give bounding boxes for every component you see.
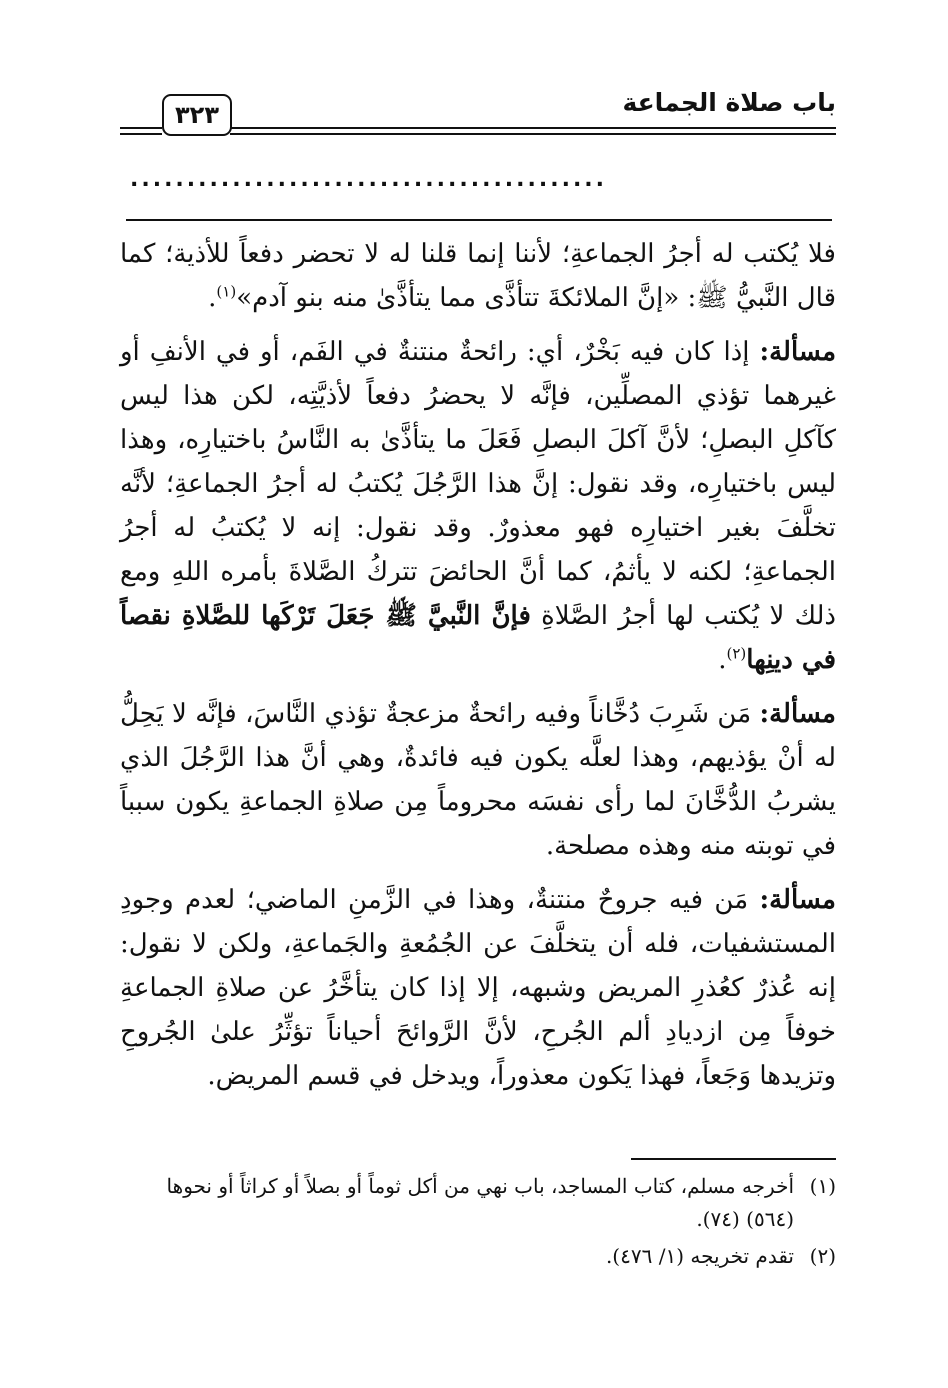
dotted-separator: .......................................... (130, 170, 608, 190)
footnote (120, 1170, 836, 1236)
paragraph-text: فلا يُكتب له أجرُ الجماعةِ؛ لأننا إنما قلنا له لا تحضر دفعاً للأذية؛ كما قال النَّبيُّ ﷺ: «إنَّ الملائكةَ تتأذَّى مما يتأذَّىٰ منه بنو آدم» (120, 239, 836, 313)
header-rule (120, 127, 162, 129)
page-number: ٣٢٣ (162, 94, 232, 136)
footnote-ref[interactable]: (٢) (726, 644, 747, 663)
footnote-divider (631, 1158, 836, 1160)
paragraph-end: . (208, 283, 217, 313)
footnote-text: أخرجه مسلم، كتاب المساجد، باب نهي من أكل ثوماً أو بصلاً أو كراثاً أو نحوها (٥٦٤) (٧٤). (166, 1174, 794, 1231)
footnote-number: (١) (809, 1174, 836, 1198)
footnote-ref[interactable]: (١) (216, 282, 237, 301)
footnote-number: (٢) (809, 1244, 836, 1268)
paragraph-end: . (718, 645, 727, 675)
paragraph-text: إذا كان فيه بَخْرٌ، أي: رائحةٌ منتنةٌ في الفَم، أو في الأنفِ أو غيرهما تؤذي المصلِّين، فإنَّه لا يحضرُ دفعاً لأذيَّتِه، لكن هذا ليس كآكلِ البصلِ؛ لأنَّ آكلَ البصلِ فَعَلَ ما يتأذَّىٰ به النَّاسُ باختيارِه، وهذا ليس باختيارِه، وقد نقول: إنَّ هذا الرَّجُلَ يُكتبُ له أجرُ الجماعةِ؛ لأنَّه تخلَّفَ بغير اختيارِه فهو معذورٌ. وقد نقول: إنه لا يُكتبُ له أجرُ الجماعةِ؛ لكنه لا يأثمُ، كما أنَّ الحائضَ تتركُ الصَّلاةَ بأمره اللهِ ومع ذلك لا يُكتب لها أجرُ الصَّلاةِ (120, 337, 836, 631)
page-header (120, 88, 836, 138)
main-text (120, 232, 836, 1108)
paragraph (120, 330, 836, 682)
issue-keyword: مسألة: (759, 885, 836, 915)
header-rule (230, 127, 836, 129)
paragraph (120, 232, 836, 320)
issue-keyword: مسألة: (759, 699, 836, 729)
top-divider (126, 219, 832, 221)
header-rule (120, 133, 162, 135)
chapter-title: باب صلاة الجماعة (622, 88, 836, 117)
paragraph (120, 878, 836, 1098)
footnote-text: تقدم تخريجه (١/ ٤٧٦). (605, 1244, 794, 1268)
paragraph (120, 692, 836, 868)
paragraph-text: مَن شَرِبَ دُخَّاناً وفيه رائحةٌ مزعجةٌ تؤذي النَّاسَ، فإنَّه لا يَحِلُّ له أنْ يؤذيهم، وهذا لعلَّه يكون فيه فائدةٌ، وهي أنَّ هذا الرَّجُلَ الذي يشربُ الدُّخَّانَ لما رأى نفسَه محروماً مِن صلاةِ الجماعةِ يكون سبباً في توبته منه وهذه مصلحة. (120, 699, 836, 861)
issue-keyword: مسألة: (759, 337, 837, 367)
emphasized-text: فإنَّ النَّبيَّ ﷺ جَعَلَ تَرْكَها للصَّلاةِ نقصاً في دينِها (120, 601, 836, 675)
paragraph-text: مَن فيه جروحٌ منتنةٌ، وهذا في الزَّمنِ الماضي؛ لعدم وجودِ المستشفيات، فله أن يتخلَّفَ عن الجُمُعةِ والجَماعةِ، ولكن لا نقول: إنه عُذرٌ كعُذرِ المريض وشبهه، إلا إذا كان يتأخَّرُ عن صلاةِ الجماعةِ خوفاً مِن ازديادِ ألم الجُرحِ، لأنَّ الرَّوائحَ أحياناً تؤثِّرُ علىٰ الجُروحِ وتزيدها وَجَعاً، فهذا يَكون معذوراً، ويدخل في قسم المريض. (120, 885, 836, 1091)
footnote (120, 1240, 836, 1273)
header-rule (230, 133, 836, 135)
footnotes (120, 1170, 836, 1277)
